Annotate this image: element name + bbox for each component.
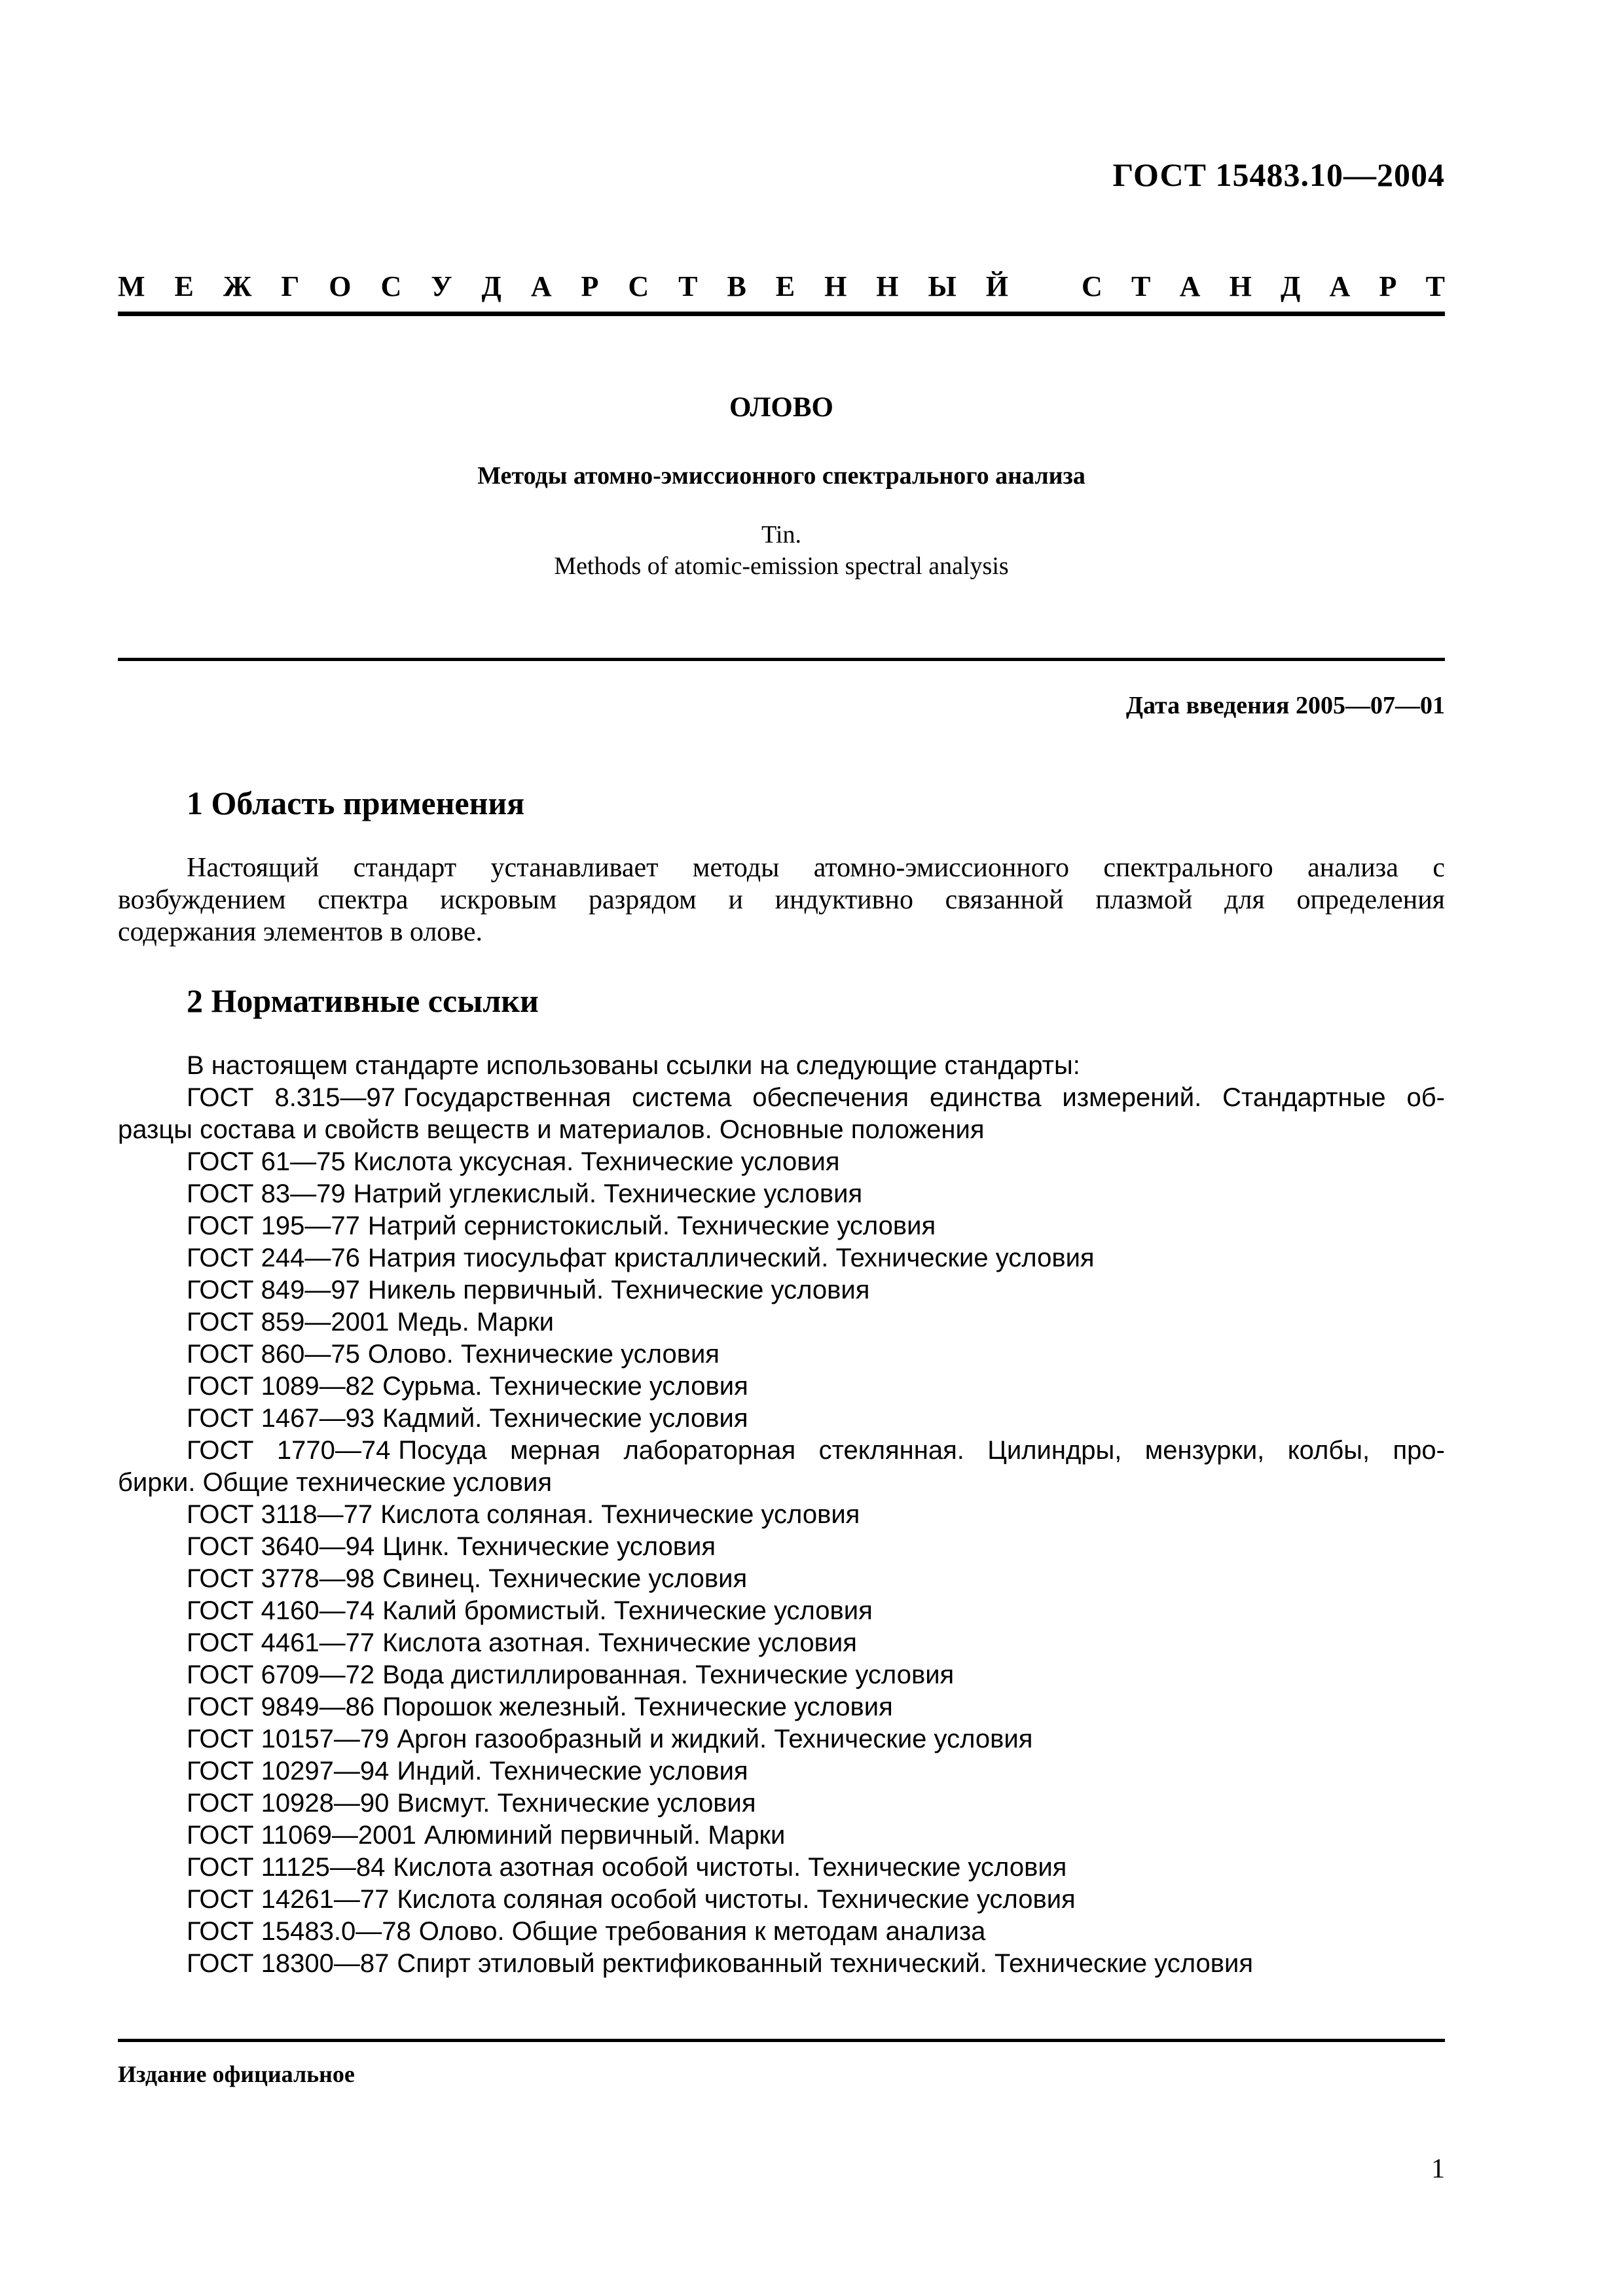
reference-code: ГОСТ 849—97 — [187, 1276, 360, 1304]
reference-code: ГОСТ 244—76 — [187, 1244, 360, 1272]
banner-letter: Е — [775, 270, 795, 302]
reference-title: Олово. Общие требования к методам анализа — [418, 1917, 986, 1946]
banner-letter: А — [1329, 270, 1351, 302]
banner-letter: Т — [1425, 270, 1445, 302]
banner-letter: М — [118, 270, 145, 302]
reference-item — [118, 1884, 1445, 1916]
reference-item — [118, 1499, 1445, 1531]
reference-code: ГОСТ 6709—72 — [187, 1660, 375, 1689]
banner-letter: А — [1179, 270, 1201, 302]
reference-title: Кадмий. Технические условия — [382, 1404, 748, 1433]
banner-letter: Р — [1379, 270, 1397, 302]
reference-code: ГОСТ 61—75 — [187, 1147, 346, 1176]
english-subtitle: Methods of atomic-emission spectral analysis — [554, 552, 1009, 580]
reference-code: ГОСТ 15483.0—78 — [187, 1917, 411, 1946]
reference-code: ГОСТ 10928—90 — [187, 1789, 390, 1818]
reference-item — [118, 1531, 1445, 1563]
references-intro: В настоящем стандарте использованы ссылки на следующие стандарты: — [187, 1051, 1080, 1080]
reference-code: ГОСТ 4160—74 — [187, 1596, 375, 1625]
introduction-date: Дата введения 2005—07—01 — [1125, 692, 1445, 719]
banner-letter: Ж — [223, 270, 252, 302]
reference-item — [118, 1082, 1445, 1114]
reference-item — [118, 1627, 1445, 1659]
reference-item — [118, 1852, 1445, 1884]
title-rule — [118, 658, 1445, 661]
banner-letter: Т — [1131, 270, 1151, 302]
banner-letter: Е — [174, 270, 194, 302]
scope-line: возбуждением спектра искровым разрядом и индуктивно связанной плазмой для определения — [118, 885, 1445, 915]
banner-letter: У — [431, 270, 452, 302]
scope-line: содержания элементов в олове. — [118, 917, 483, 947]
reference-item — [118, 1435, 1445, 1467]
reference-item — [118, 1820, 1445, 1852]
banner-word-1 — [118, 270, 1008, 303]
reference-title: Алюминий первичный. Марки — [424, 1821, 786, 1850]
banner-letter: Ы — [928, 270, 957, 302]
reference-title: Олово. Технические условия — [367, 1340, 720, 1369]
section-heading-references: 2 Нормативные ссылки — [187, 982, 539, 1019]
banner-letter: А — [530, 270, 552, 302]
reference-title: Висмут. Технические условия — [397, 1789, 756, 1818]
reference-title: Аргон газообразный и жидкий. Технические условия — [397, 1725, 1033, 1753]
reference-code: ГОСТ 195—77 — [187, 1211, 360, 1240]
interstate-standard-banner — [118, 270, 1445, 303]
reference-title: Вода дистиллированная. Технические условия — [382, 1660, 955, 1689]
references-list — [118, 1050, 1445, 1980]
reference-title: Индий. Технические условия — [397, 1757, 748, 1785]
reference-item — [118, 1274, 1445, 1306]
reference-item — [118, 1563, 1445, 1595]
reference-item — [118, 1723, 1445, 1755]
reference-code: ГОСТ 859—2001 — [187, 1308, 390, 1336]
section-heading-scope: 1 Область применения — [187, 785, 525, 821]
banner-letter: Й — [985, 270, 1008, 302]
reference-item — [118, 1916, 1445, 1948]
banner-word-2 — [1082, 270, 1445, 303]
banner-letter: Н — [876, 270, 899, 302]
banner-letter: Н — [1229, 270, 1252, 302]
reference-code: ГОСТ 3778—98 — [187, 1564, 375, 1593]
reference-item — [118, 1210, 1445, 1242]
reference-title: Калий бромистый. Технические условия — [382, 1596, 873, 1625]
reference-code: ГОСТ 1089—82 — [187, 1372, 375, 1401]
banner-letter: Т — [678, 270, 698, 302]
banner-letter: О — [329, 270, 352, 302]
reference-code: ГОСТ 14261—77 — [187, 1885, 390, 1914]
reference-title: Кислота соляная. Технические условия — [380, 1500, 860, 1529]
reference-code: ГОСТ 11069—2001 — [187, 1821, 416, 1850]
banner-letter: Д — [481, 270, 501, 302]
scope-paragraph — [118, 852, 1445, 948]
reference-code: ГОСТ 8.315—97 — [187, 1083, 396, 1112]
document-subtitle: Методы атомно-эмиссионного спектрального анализа — [477, 462, 1085, 490]
reference-title: Кислота азотная особой чистоты. Технические условия — [393, 1853, 1067, 1882]
edition-label: Издание официальное — [118, 2061, 355, 2087]
reference-title: Натрия тиосульфат кристаллический. Технические условия — [367, 1244, 1095, 1272]
reference-title: Сурьма. Технические условия — [382, 1372, 748, 1401]
reference-code: ГОСТ 1770—74 — [187, 1436, 391, 1465]
banner-letter: В — [727, 270, 746, 302]
reference-code: ГОСТ 4461—77 — [187, 1628, 375, 1657]
reference-title: Натрий углекислый. Технические условия — [353, 1179, 863, 1208]
reference-code: ГОСТ 3640—94 — [187, 1532, 375, 1561]
reference-title: Посуда мерная лабораторная стеклянная. Цилиндры, мензурки, колбы, про- — [398, 1436, 1445, 1465]
banner-letter: Г — [281, 270, 300, 302]
banner-letter: С — [380, 270, 402, 302]
banner-letter: Н — [824, 270, 847, 302]
reference-title: Государственная система обеспечения единства измерений. Стандартные об- — [403, 1083, 1445, 1112]
reference-continuation: разцы состава и свойств веществ и материалов. Основные положения — [118, 1115, 985, 1144]
footer-rule — [118, 2039, 1445, 2042]
reference-code: ГОСТ 10297—94 — [187, 1757, 390, 1785]
top-rule — [118, 312, 1445, 316]
banner-letter: С — [1082, 270, 1103, 302]
reference-title: Никель первичный. Технические условия — [367, 1276, 870, 1304]
reference-code: ГОСТ 9849—86 — [187, 1693, 375, 1721]
reference-title: Кислота соляная особой чистоты. Технические условия — [397, 1885, 1076, 1914]
reference-code: ГОСТ 10157—79 — [187, 1725, 390, 1753]
reference-item — [118, 1403, 1445, 1435]
reference-item — [118, 1595, 1445, 1627]
reference-item — [118, 1306, 1445, 1338]
reference-item — [118, 1659, 1445, 1691]
reference-code: ГОСТ 11125—84 — [187, 1853, 386, 1882]
reference-title: Цинк. Технические условия — [382, 1532, 716, 1561]
reference-title: Натрий сернистокислый. Технические условия — [367, 1211, 936, 1240]
reference-item — [118, 1371, 1445, 1403]
reference-title: Медь. Марки — [397, 1308, 555, 1336]
document-title: ОЛОВО — [729, 392, 833, 423]
english-title: Tin. — [761, 521, 801, 548]
reference-item — [118, 1755, 1445, 1787]
reference-continuation: бирки. Общие технические условия — [118, 1468, 553, 1497]
reference-code: ГОСТ 3118—77 — [187, 1500, 373, 1529]
reference-code: ГОСТ 1467—93 — [187, 1404, 375, 1433]
reference-code: ГОСТ 83—79 — [187, 1179, 346, 1208]
reference-title: Спирт этиловый ректификованный технический. Технические условия — [397, 1949, 1254, 1978]
banner-letter: С — [628, 270, 649, 302]
reference-item — [118, 1338, 1445, 1371]
reference-item — [118, 1948, 1445, 1980]
reference-item — [118, 1146, 1445, 1178]
reference-title: Кислота азотная. Технические условия — [382, 1628, 857, 1657]
reference-title: Кислота уксусная. Технические условия — [353, 1147, 840, 1176]
reference-title: Свинец. Технические условия — [382, 1564, 748, 1593]
banner-letter: Р — [581, 270, 599, 302]
scope-line: Настоящий стандарт устанавливает методы атомно-эмиссионного спектрального анализа с — [187, 853, 1445, 883]
reference-code: ГОСТ 860—75 — [187, 1340, 360, 1369]
page-number: 1 — [1431, 2154, 1445, 2184]
reference-item — [118, 1242, 1445, 1274]
reference-item — [118, 1691, 1445, 1723]
reference-code: ГОСТ 18300—87 — [187, 1949, 390, 1978]
standard-number: ГОСТ 15483.10—2004 — [1112, 156, 1445, 193]
reference-item — [118, 1787, 1445, 1820]
banner-letter: Д — [1281, 270, 1301, 302]
reference-title: Порошок железный. Технические условия — [382, 1693, 893, 1721]
reference-item — [118, 1178, 1445, 1210]
